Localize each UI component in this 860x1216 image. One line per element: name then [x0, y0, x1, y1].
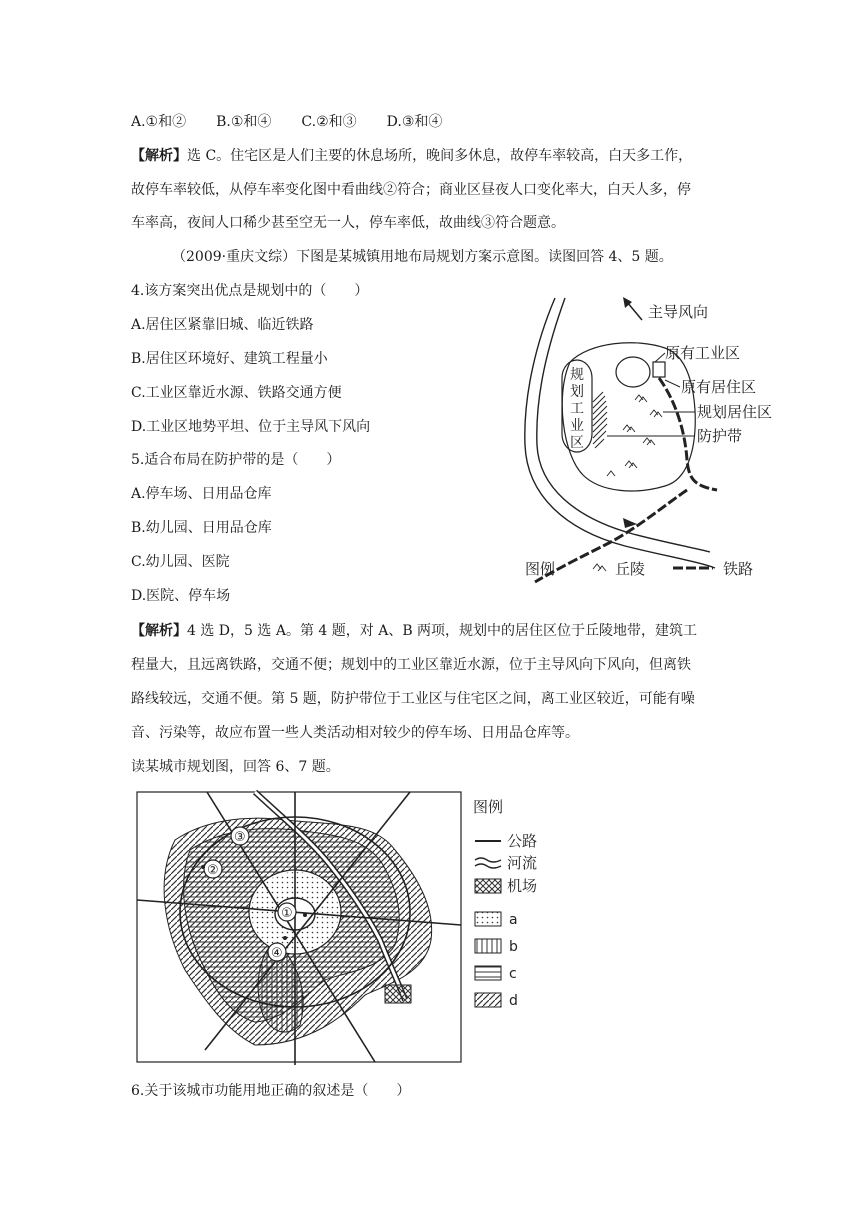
- land-use-plan-map: [515, 290, 795, 590]
- analysis1-line1: 【解析】选 C。住宅区是人们主要的休息场所，晚间多休息，故停车率较高，白天多工作，: [131, 148, 693, 164]
- river-flow-arrow-icon: [623, 518, 637, 528]
- q4-option-d: D.工业区地势平坦、位于主导风下风向: [131, 419, 371, 435]
- legend-a-icon: [475, 912, 501, 926]
- legend-d-icon: [475, 993, 501, 1007]
- map1-legend-title: 图例: [525, 560, 556, 578]
- old-residential-zone: [653, 362, 665, 377]
- wind-arrow-icon: [627, 302, 642, 320]
- q3-option-c: C.②和③: [301, 114, 357, 130]
- analysis-tag: 【解析】: [131, 623, 187, 639]
- analysis2-line2: 程量大，且远离铁路，交通不便；规划中的工业区靠近水源，位于主导风向下风向，但离铁: [131, 657, 691, 673]
- planned-industry-char-1: 规: [570, 367, 584, 383]
- legend-d: d: [509, 993, 518, 1009]
- legend-c-icon: [475, 966, 501, 980]
- old-industrial-zone: [616, 357, 650, 387]
- legend-b: b: [509, 939, 518, 955]
- planned-industry-char-5: 区: [570, 435, 584, 451]
- airport: [385, 985, 411, 1003]
- q3-option-b: B.①和④: [216, 114, 272, 130]
- q4-option-b: B.居住区环境好、建筑工程量小: [131, 351, 328, 367]
- river-bank-inner: [537, 298, 710, 552]
- planned-industry-char-4: 业: [570, 418, 584, 434]
- analysis1-line3: 车率高，夜间人口稀少甚至空无一人，停车率低，故曲线③符合题意。: [131, 215, 565, 231]
- analysis1-line2: 故停车率较低，从停车率变化图中看曲线②符合；商业区昼夜人口变化率大，白天人多，停: [131, 182, 691, 198]
- analysis-tag: 【解析】: [131, 148, 187, 164]
- legend-airport-icon: [475, 879, 501, 893]
- old-industry-label: 原有工业区: [665, 344, 741, 362]
- wind-label: 主导风向: [648, 303, 709, 321]
- planned-industry-char-3: 工: [570, 401, 584, 417]
- q4-stem: 4.该方案突出优点是规划中的（ ）: [131, 283, 369, 299]
- marker-4-label: ④: [271, 946, 283, 961]
- q3-option-d: D.③和④: [386, 114, 443, 130]
- legend-b-icon: [475, 939, 501, 953]
- buffer-label: 防护带: [697, 427, 743, 445]
- q5-option-a: A.停车场、日用品仓库: [131, 486, 272, 502]
- legend-river-icon: [475, 858, 501, 868]
- map1-legend-hill: 丘陵: [615, 560, 646, 578]
- legend-hill-icon: [593, 564, 606, 571]
- legend-a: a: [509, 912, 518, 928]
- intro-q6-7: 读某城市规划图，回答 6、7 题。: [131, 759, 340, 775]
- legend-airport: 机场: [507, 877, 538, 895]
- legend-road: 公路: [507, 832, 538, 850]
- marker-2-label: ②: [207, 863, 219, 878]
- q5-option-d: D.医院、停车场: [131, 588, 231, 604]
- marker-3-label: ③: [234, 830, 246, 845]
- buffer-belt-hatch: [593, 392, 607, 448]
- planned-industry-char-2: 划: [570, 384, 584, 400]
- planned-residence-label: 规划居住区: [697, 403, 773, 421]
- q3-options: [131, 112, 472, 132]
- q5-option-b: B.幼儿园、日用品仓库: [131, 520, 272, 536]
- old-residence-label: 原有居住区: [681, 378, 757, 396]
- q3-option-a: A.①和②: [131, 114, 187, 130]
- q5-stem: 5.适合布局在防护带的是（ ）: [131, 452, 341, 468]
- map2-legend-title: 图例: [473, 798, 504, 816]
- legend-c: c: [509, 966, 517, 982]
- q4-option-c: C.工业区靠近水源、铁路交通方便: [131, 385, 342, 401]
- analysis2-line4: 音、污染等，故应布置一些人类活动相对较少的停车场、日用品仓库等。: [131, 725, 579, 741]
- analysis2-line1: 【解析】4 选 D，5 选 A。第 4 题，对 A、B 两项，规划中的居住区位于丘陵地带，建筑工: [131, 623, 698, 639]
- q4-option-a: A.居住区紧靠旧城、临近铁路: [131, 317, 314, 333]
- river-bank-outer: [525, 298, 715, 568]
- map1-legend-rail: 铁路: [723, 560, 754, 578]
- intro-q4-5: （2009·重庆文综）下图是某城镇用地布局规划方案示意图。读图回答 4、5 题。: [172, 249, 673, 265]
- q6-stem: 6.关于该城市功能用地正确的叙述是（ ）: [131, 1083, 411, 1099]
- analysis2-line3: 路线较远，交通不便。第 5 题，防护带位于工业区与住宅区之间，离工业区较近，可能有噪: [131, 691, 695, 707]
- city-plan-map: [135, 790, 555, 1068]
- q5-option-c: C.幼儿园、医院: [131, 554, 230, 570]
- legend-river: 河流: [507, 854, 538, 872]
- marker-1-label: ①: [281, 906, 293, 921]
